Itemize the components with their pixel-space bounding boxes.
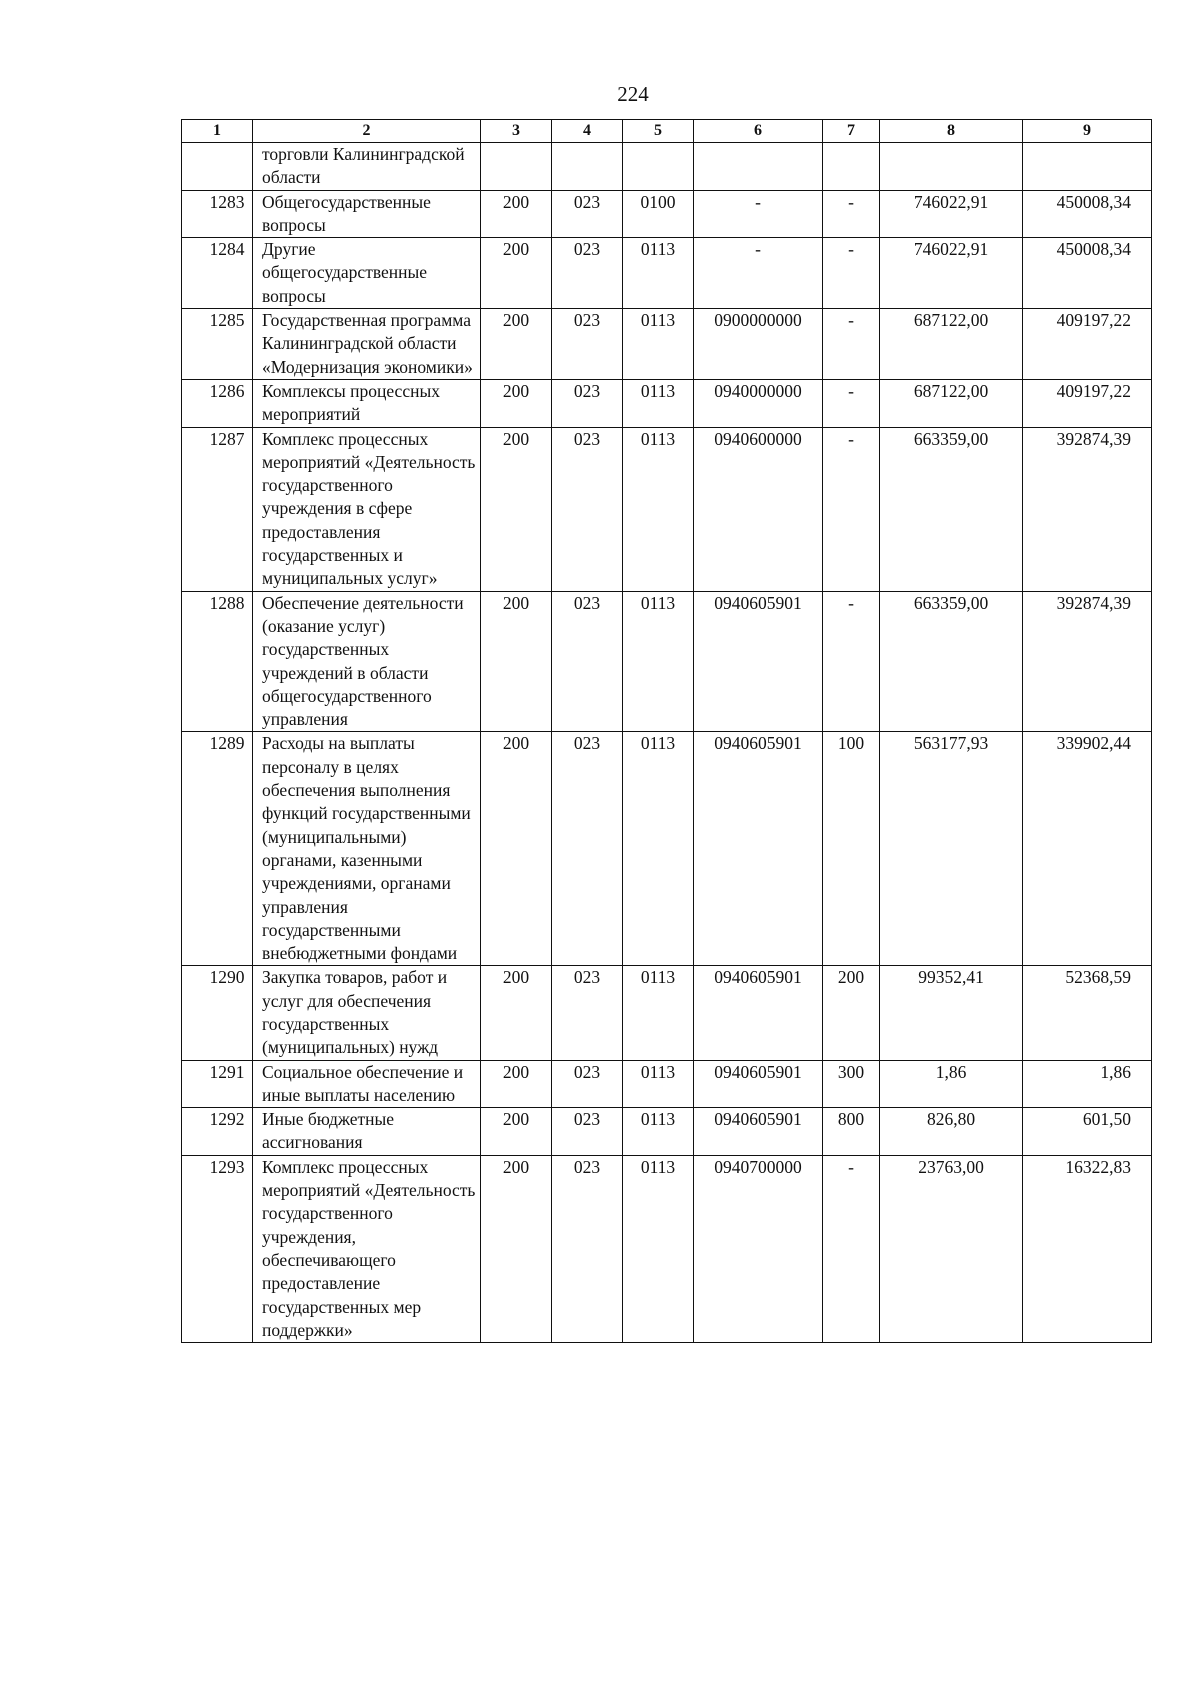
row-number-cell: 1283 [182,190,253,238]
code-cell: 023 [552,190,623,238]
row-number-cell: 1292 [182,1108,253,1156]
table-row [182,1108,1152,1156]
item-name-cell: Другие общегосударственные вопросы [253,238,481,309]
expense-type-cell: - [823,591,880,732]
item-name-cell: Комплексы процессных мероприятий [253,379,481,427]
item-name-cell: Государственная программа Калининградской области «Модернизация экономики» [253,309,481,380]
amount-plan-cell: 663359,00 [880,427,1023,591]
code-cell: 023 [552,1060,623,1108]
row-number-cell: 1293 [182,1155,253,1342]
code-cell: 023 [552,309,623,380]
section-code-cell: 0113 [623,1155,694,1342]
target-article-cell: 0940605901 [694,591,823,732]
amount-actual-cell: 409197,22 [1023,309,1152,380]
item-name-cell: Комплекс процессных мероприятий «Деятельность государственного учреждения в сфере предоставления государственных и муниципальных услуг» [253,427,481,591]
section-code-cell: 0113 [623,1108,694,1156]
code-cell: 023 [552,379,623,427]
expense-type-cell: - [823,190,880,238]
row-number-cell: 1287 [182,427,253,591]
header-cell: 4 [552,120,623,143]
table-row [182,238,1152,309]
target-article-cell [694,143,823,191]
header-cell: 5 [623,120,694,143]
code-cell: 200 [481,427,552,591]
target-article-cell: 0940700000 [694,1155,823,1342]
table-row [182,427,1152,591]
amount-actual-cell: 392874,39 [1023,427,1152,591]
amount-actual-cell: 52368,59 [1023,966,1152,1060]
code-cell: 023 [552,732,623,966]
item-name-cell: торговли Калининградской области [253,143,481,191]
target-article-cell: 0940605901 [694,966,823,1060]
target-article-cell: 0940605901 [694,1060,823,1108]
item-name-cell: Общегосударственные вопросы [253,190,481,238]
section-code-cell: 0113 [623,591,694,732]
section-code-cell [623,143,694,191]
amount-actual-cell: 601,50 [1023,1108,1152,1156]
target-article-cell: 0940605901 [694,1108,823,1156]
item-name-cell: Социальное обеспечение и иные выплаты населению [253,1060,481,1108]
code-cell: 200 [481,309,552,380]
budget-table [181,119,1152,1343]
table-row [182,732,1152,966]
page-number: 224 [617,82,649,106]
expense-type-cell: - [823,238,880,309]
table-row [182,309,1152,380]
amount-actual-cell: 339902,44 [1023,732,1152,966]
code-cell: 023 [552,427,623,591]
item-name-cell: Иные бюджетные ассигнования [253,1108,481,1156]
item-name-cell: Обеспечение деятельности (оказание услуг) государственных учреждений в области общегосударственного управления [253,591,481,732]
expense-type-cell: 100 [823,732,880,966]
section-code-cell: 0113 [623,309,694,380]
target-article-cell: 0940600000 [694,427,823,591]
row-number-cell: 1288 [182,591,253,732]
expense-type-cell: - [823,1155,880,1342]
code-cell: 023 [552,591,623,732]
code-cell: 023 [552,966,623,1060]
section-code-cell: 0113 [623,732,694,966]
table-row [182,1155,1152,1342]
header-cell: 7 [823,120,880,143]
amount-plan-cell: 23763,00 [880,1155,1023,1342]
item-name-cell: Закупка товаров, работ и услуг для обеспечения государственных (муниципальных) нужд [253,966,481,1060]
code-cell: 200 [481,190,552,238]
code-cell: 200 [481,591,552,732]
row-number-cell: 1289 [182,732,253,966]
section-code-cell: 0100 [623,190,694,238]
amount-plan-cell: 746022,91 [880,190,1023,238]
table-row [182,143,1152,191]
header-cell: 2 [253,120,481,143]
code-cell: 023 [552,238,623,309]
amount-plan-cell: 99352,41 [880,966,1023,1060]
amount-plan-cell: 1,86 [880,1060,1023,1108]
code-cell: 200 [481,379,552,427]
code-cell: 200 [481,1155,552,1342]
table-row [182,966,1152,1060]
expense-type-cell [823,143,880,191]
expense-type-cell: 200 [823,966,880,1060]
expense-type-cell: 800 [823,1108,880,1156]
amount-plan-cell: 687122,00 [880,379,1023,427]
target-article-cell: 0900000000 [694,309,823,380]
amount-plan-cell: 826,80 [880,1108,1023,1156]
code-cell [481,143,552,191]
code-cell: 200 [481,238,552,309]
expense-type-cell: - [823,427,880,591]
amount-actual-cell: 450008,34 [1023,190,1152,238]
code-cell: 023 [552,1108,623,1156]
amount-actual-cell: 392874,39 [1023,591,1152,732]
code-cell: 200 [481,1060,552,1108]
row-number-cell: 1291 [182,1060,253,1108]
section-code-cell: 0113 [623,427,694,591]
target-article-cell: - [694,238,823,309]
table-row [182,190,1152,238]
item-name-cell: Расходы на выплаты персоналу в целях обеспечения выполнения функций государственными (муниципальными) органами, казенными учреждениями, органами управления государственными внебюджетными фондами [253,732,481,966]
row-number-cell: 1286 [182,379,253,427]
table-row [182,591,1152,732]
section-code-cell: 0113 [623,1060,694,1108]
header-cell: 6 [694,120,823,143]
amount-plan-cell [880,143,1023,191]
amount-plan-cell: 746022,91 [880,238,1023,309]
row-number-cell [182,143,253,191]
expense-type-cell: - [823,379,880,427]
amount-plan-cell: 563177,93 [880,732,1023,966]
code-cell: 200 [481,966,552,1060]
target-article-cell: 0940000000 [694,379,823,427]
row-number-cell: 1290 [182,966,253,1060]
table-row [182,379,1152,427]
header-row [182,120,1152,143]
amount-plan-cell: 663359,00 [880,591,1023,732]
amount-actual-cell: 16322,83 [1023,1155,1152,1342]
section-code-cell: 0113 [623,238,694,309]
code-cell: 200 [481,732,552,966]
expense-type-cell: 300 [823,1060,880,1108]
header-cell: 3 [481,120,552,143]
target-article-cell: - [694,190,823,238]
item-name-cell: Комплекс процессных мероприятий «Деятельность государственного учреждения, обеспечивающего предоставление государственных мер поддержки» [253,1155,481,1342]
row-number-cell: 1285 [182,309,253,380]
section-code-cell: 0113 [623,966,694,1060]
section-code-cell: 0113 [623,379,694,427]
amount-actual-cell: 450008,34 [1023,238,1152,309]
target-article-cell: 0940605901 [694,732,823,966]
header-cell: 1 [182,120,253,143]
row-number-cell: 1284 [182,238,253,309]
header-cell: 9 [1023,120,1152,143]
table-row [182,1060,1152,1108]
code-cell [552,143,623,191]
header-cell: 8 [880,120,1023,143]
amount-actual-cell: 1,86 [1023,1060,1152,1108]
code-cell: 200 [481,1108,552,1156]
code-cell: 023 [552,1155,623,1342]
expense-type-cell: - [823,309,880,380]
amount-actual-cell [1023,143,1152,191]
amount-actual-cell: 409197,22 [1023,379,1152,427]
amount-plan-cell: 687122,00 [880,309,1023,380]
